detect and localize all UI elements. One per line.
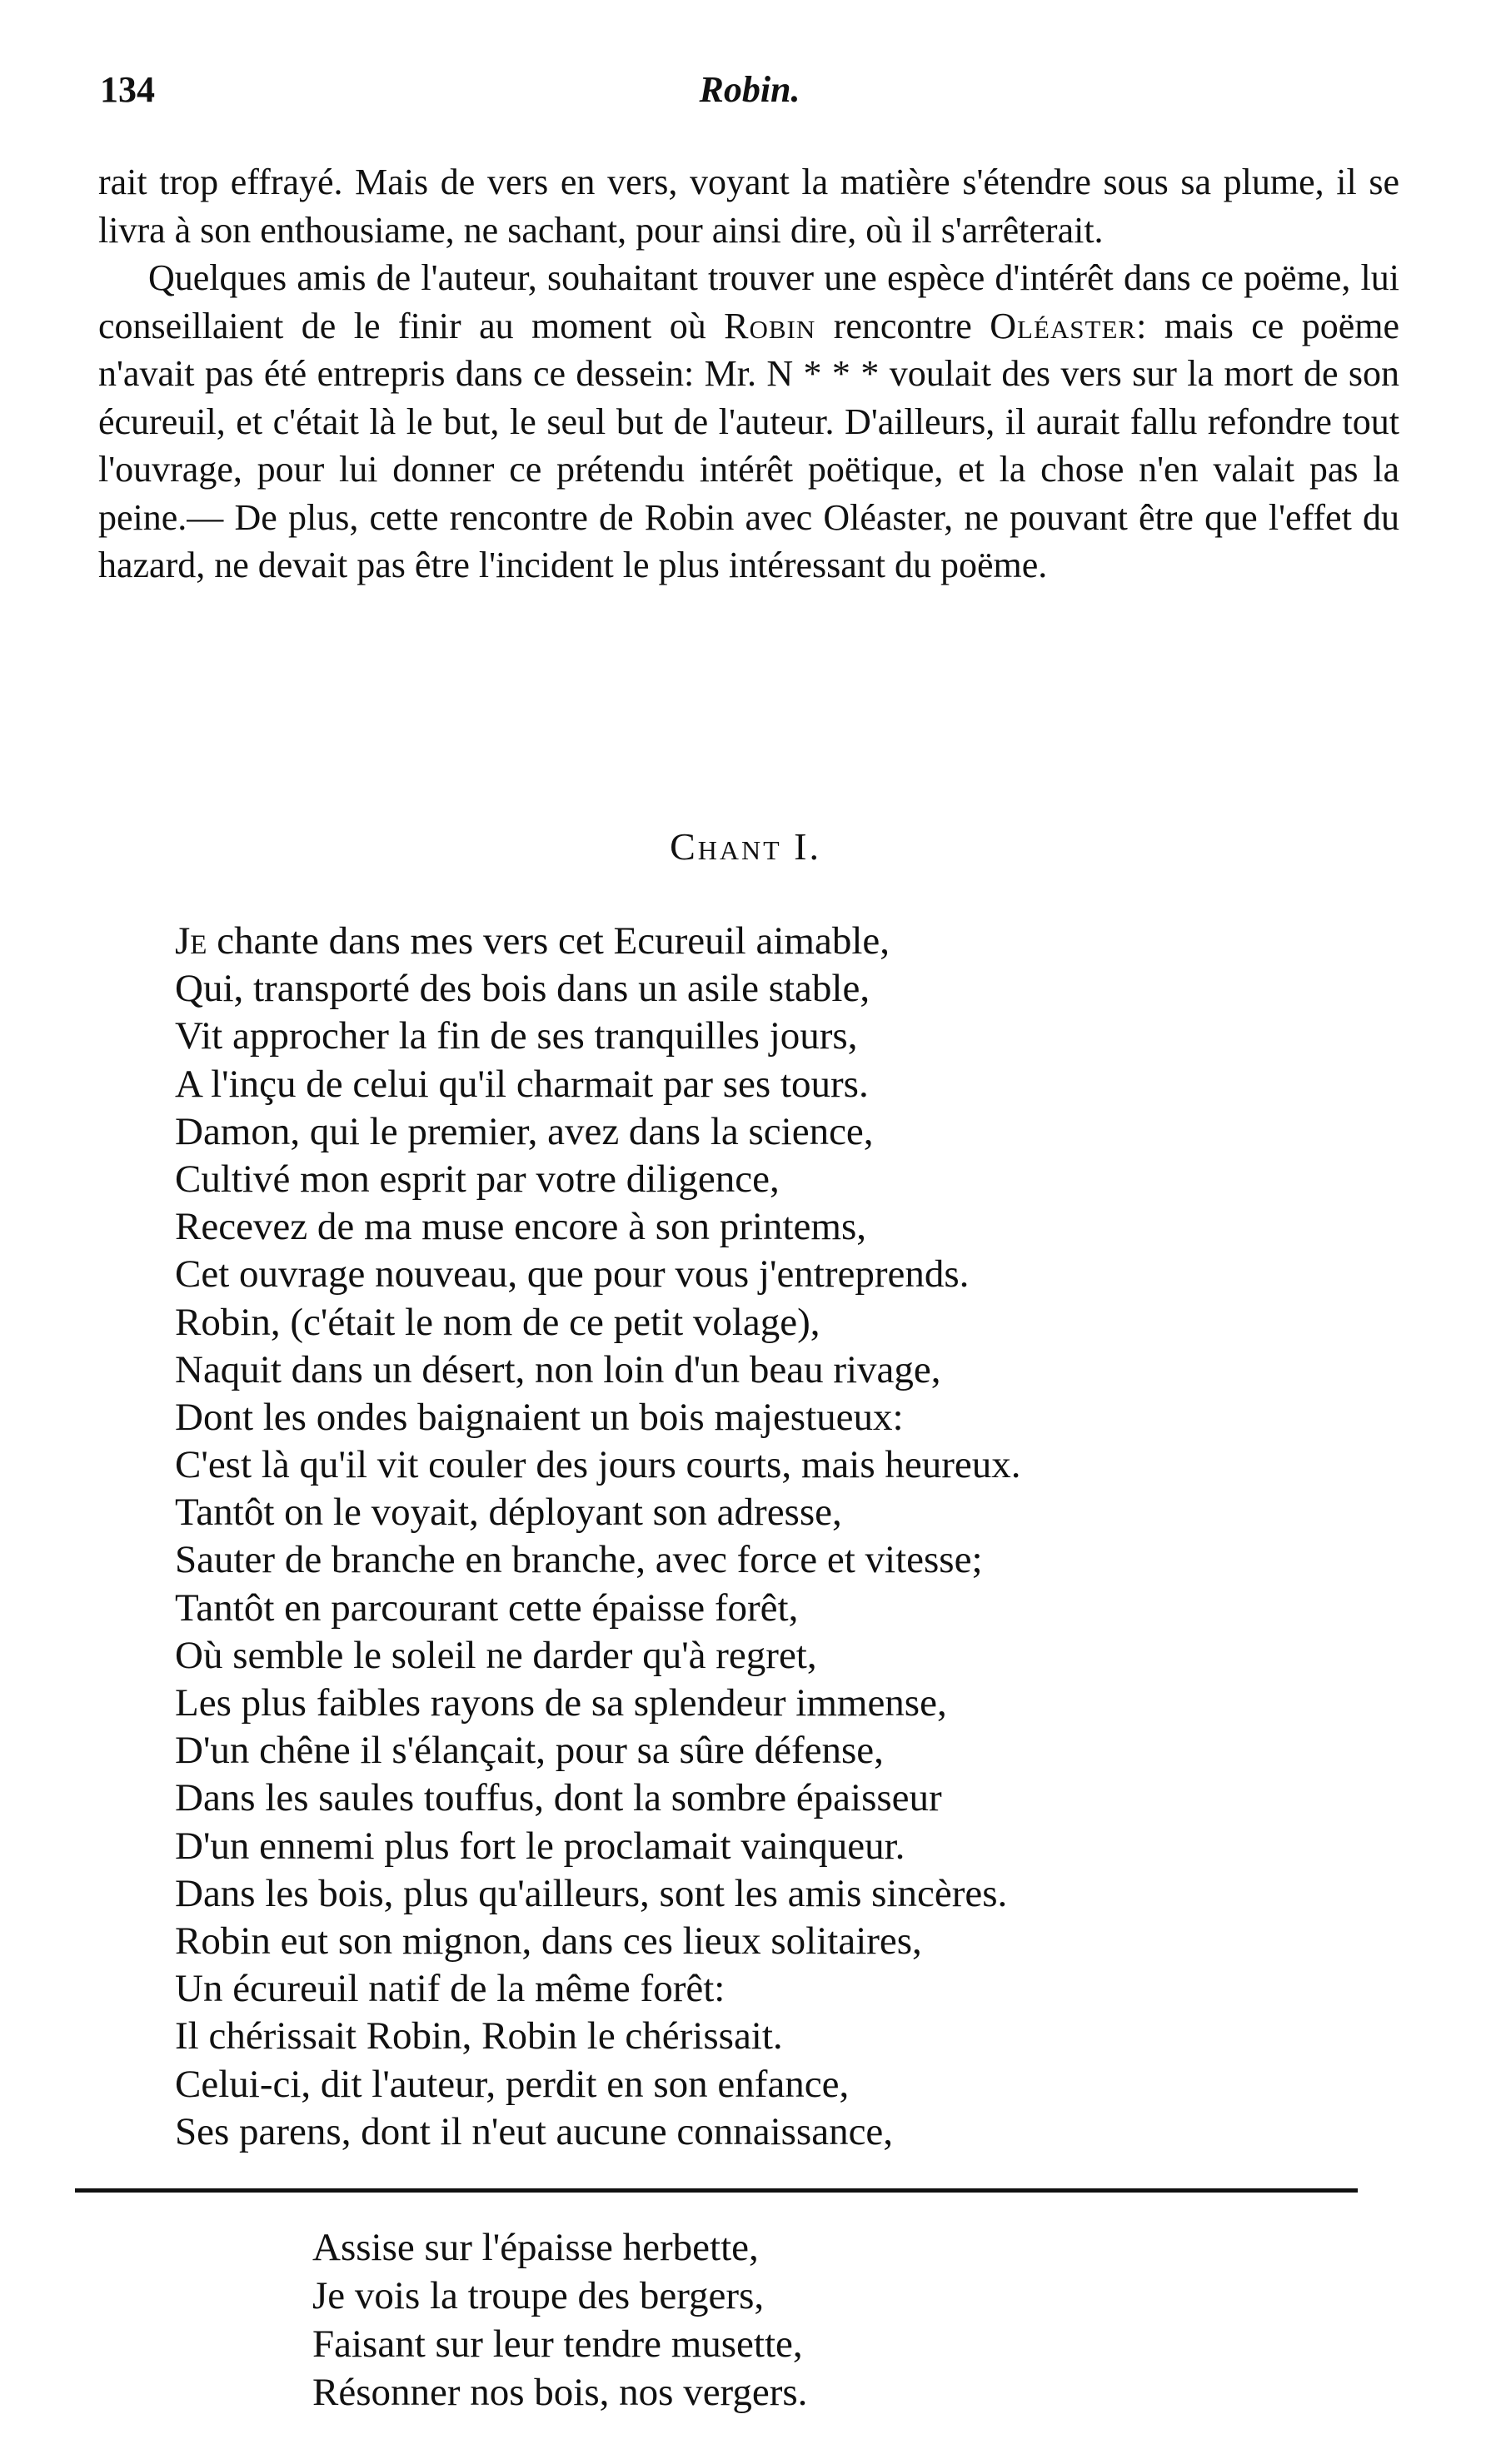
running-title: Robin. [699,69,800,110]
verse-line: Dans les saules touffus, dont la sombre épaisseur [175,1776,942,1820]
verse-line: Les plus faibles rayons de sa splendeur immense, [175,1681,947,1725]
character-name-oleaster: Oléaster [990,305,1137,346]
verse-line: Qui, transporté des bois dans un asile stable, [175,967,870,1011]
verse-line: Vit approcher la fin de ses tranquilles jours, [175,1014,858,1058]
footnote-rule [75,2188,1358,2193]
poem-verse [175,918,1341,2156]
verse-line: Dans les bois, plus qu'ailleurs, sont les amis sincères. [175,1871,1008,1915]
verse-line: C'est là qu'il vit couler des jours courts, mais heureux. [175,1443,1021,1487]
paragraph-2-start: Quelques amis de l'auteur, souhaitant trouver une espèce d'intérêt dans ce poëme, lui conseillaient de le finir au moment où [98,257,1399,346]
footnote-verse [312,2223,1229,2417]
verse-line: D'un chêne il s'élançait, pour sa sûre défense, [175,1729,884,1773]
verse-line: A l'inçu de celui qu'il charmait par ses tours. [175,1062,869,1106]
verse-line: Cultivé mon esprit par votre diligence, [175,1157,780,1201]
verse-line: Damon, qui le premier, avez dans la science, [175,1109,874,1153]
paragraph-2-end: : mais ce poëme n'avait pas été entrepris dans ce dessein: Mr. N * * * voulait des vers sur la mort de son écureuil, et c'était là le but, le seul but de l'auteur. D'ailleurs, il aurait fallu refondre tout l'ouvrage, pour lui donner ce prétendu intérêt poëtique, et la chose n'en valait pas la peine.— De plus, cette rencontre de Robin avec Oléaster, ne pouvant être que l'effet du hazard, ne devait pas être l'incident le plus intéressant du poëme. [98,305,1400,585]
verse-line: Robin eut son mignon, dans ces lieux solitaires, [175,1919,922,1963]
chant-heading: Chant I. [670,825,821,868]
verse-line: Recevez de ma muse encore à son printems, [175,1205,867,1249]
verse-line: Robin, (c'était le nom de ce petit volage), [175,1300,820,1344]
verse-line: Celui-ci, dit l'auteur, perdit en son enfance, [175,2062,850,2106]
character-name-robin: Robin [724,305,816,346]
verse-line: Ses parens, dont il n'eut aucune connaissance, [175,2109,894,2153]
verse-first-rest: chante dans mes vers cet Ecureuil aimable, [207,919,890,963]
verse-first-word: Je [175,919,207,963]
verse-line: Naquit dans un désert, non loin d'un beau rivage, [175,1347,941,1391]
verse-line: Où semble le soleil ne darder qu'à regret, [175,1633,817,1677]
verse-line: Cet ouvrage nouveau, que pour vous j'entreprends. [175,1252,970,1297]
verse-line: D'un ennemi plus fort le proclamait vainqueur. [175,1824,905,1868]
verse-line: Dont les ondes baignaient un bois majestueux: [175,1395,904,1439]
footnote-line: Résonner nos bois, nos vergers. [312,2371,808,2414]
verse-line: Sauter de branche en branche, avec force et vitesse; [175,1538,983,1582]
paragraph-2 [98,254,1399,590]
footnote-line: Faisant sur leur tendre musette, [312,2322,803,2366]
verse-line [175,918,1341,965]
verse-line: Il chérissait Robin, Robin le chérissait. [175,2014,783,2058]
verse-line: Un écureuil natif de la même forêt: [175,1967,726,2011]
page-number: 134 [100,69,155,110]
page-header [100,68,1399,127]
paragraph-2-middle: rencontre [833,305,972,346]
preface-text [98,158,1399,590]
verse-line: Tantôt on le voyait, déployant son adresse, [175,1491,842,1535]
footnote-line: Assise sur l'épaisse herbette, [312,2226,759,2269]
footnote-line: Je vois la troupe des bergers, [312,2274,765,2317]
paragraph-1: rait trop effrayé. Mais de vers en vers, voyant la matière s'étendre sous sa plume, il se livra à son enthousiame, ne sachant, pour ainsi dire, où il s'arrêterait. [98,162,1399,251]
verse-line: Tantôt en parcourant cette épaisse forêt, [175,1585,799,1630]
